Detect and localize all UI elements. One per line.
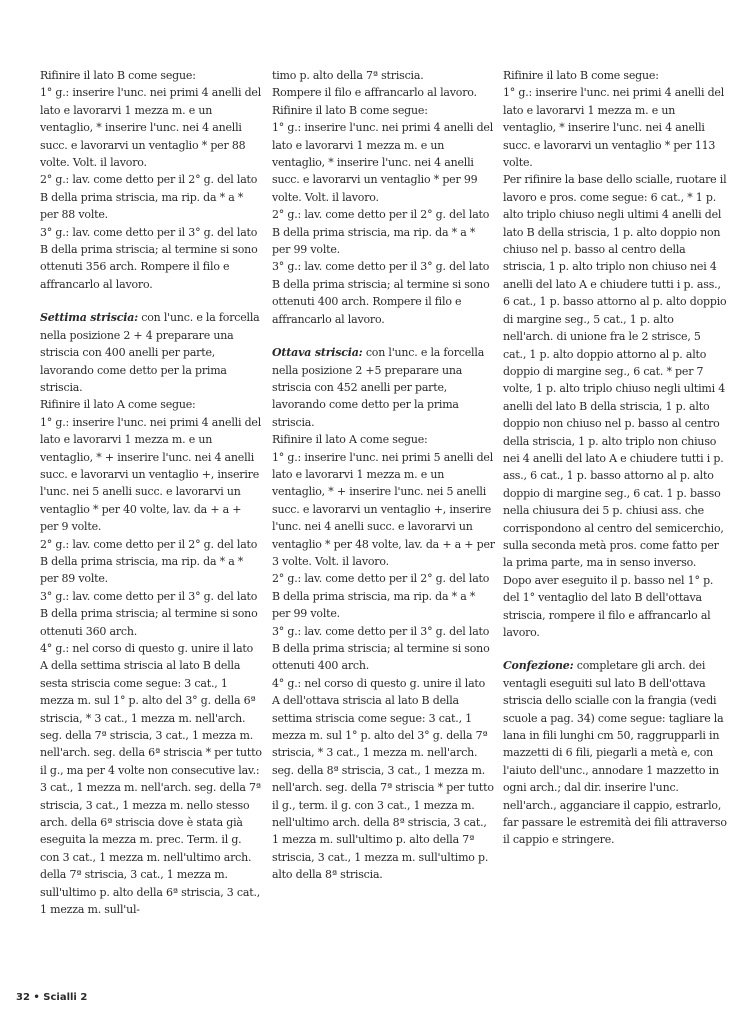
paragraph: 2° g.: lav. come detto per il 2° g. del lato B della prima striscia, ma rip. da * a * per 88 volte. bbox=[40, 173, 258, 222]
section-heading-settima: Settima striscia: bbox=[40, 311, 138, 325]
section-intro-text: con l'unc. e la forcella nella posizione 2 +5 preparare una striscia con 452 anelli per parte, lavorando come detto per la prima striscia. bbox=[272, 346, 485, 429]
section-intro-text: con l'unc. e la forcella nella posizione 2 + 4 preparare una striscia con 400 anelli per parte, lavorando come detto per la prima striscia. bbox=[40, 311, 260, 394]
paragraph: Rifinire il lato B come segue: bbox=[272, 103, 428, 117]
paragraph: 2° g.: lav. come detto per il 2° g. del lato B della prima striscia, ma rip. da * a * per 99 volte. bbox=[272, 572, 490, 621]
paragraph: 3° g.: lav. come detto per il 3° g. del lato B della prima striscia; al termine si sono ottenuti 360 arch. bbox=[40, 589, 258, 638]
paragraph: 2° g.: lav. come detto per il 2° g. del lato B della prima striscia, ma rip. da * a * per 99 volte. bbox=[272, 208, 490, 257]
page-footer: 32 • Scialli 2 bbox=[16, 992, 88, 1003]
section-gap bbox=[503, 641, 727, 657]
paragraph: 4° g.: nel corso di questo g. unire il lato A della settima striscia al lato B della sesta striscia come segue: 3 cat., 1 mezza m. sul 1° p. alto del 3° g. della 6ª striscia, * 3 cat., 1 mezza m. nell'arch. seg. della 7ª striscia, 3 cat., 1 mezza m. nell'arch. seg. della 6ª striscia * per tutto il g., ma per 4 volte non consecutive lav.: 3 cat., 1 mezza m. nell'arch. seg. della 7ª striscia, 3 cat., 1 mezza m. nello stesso arch. della 6ª striscia dove è stata già eseguita la mezza m. prec. Term. il g. con 3 cat., 1 mezza m. nell'ultimo arch. della 7ª striscia, 3 cat., 1 mezza m. sull'ultimo p. alto della 6ª striscia, 3 cat., 1 mezza m. sull'ul- bbox=[40, 642, 262, 917]
section-ottava-intro bbox=[272, 344, 495, 431]
paragraph: Rifinire il lato A come segue: bbox=[272, 433, 428, 447]
paragraph: 1° g.: inserire l'unc. nei primi 4 anelli del lato e lavorarvi 1 mezza m. e un ventaglio, * inserire l'unc. nei 4 anelli succ. e lavorarvi un ventaglio * per 113 volte. bbox=[503, 86, 725, 170]
section-heading-ottava: Ottava striscia: bbox=[272, 346, 363, 360]
text-column-2 bbox=[272, 67, 495, 884]
section-settima-intro bbox=[40, 309, 262, 396]
section-gap bbox=[272, 328, 495, 344]
paragraph: 1° g.: inserire l'unc. nei primi 4 anelli del lato e lavorarvi 1 mezza m. e un ventaglio, * + inserire l'unc. nei 4 anelli succ. e lavorarvi un ventaglio +, inserire l'unc. nei 5 anelli succ. e lavorarvi un ventaglio * per 40 volte, lav. da + a + per 9 volte. bbox=[40, 415, 262, 534]
paragraph: 1° g.: inserire l'unc. nei primi 5 anelli del lato e lavorarvi 1 mezza m. e un ventaglio, * + inserire l'unc. nei 5 anelli succ. e lavorarvi un ventaglio +, inserire l'unc. nei 4 anelli succ. e lavorarvi un ventaglio * per 48 volte, lav. da + a + per 3 volte. Volt. il lavoro. bbox=[272, 450, 495, 568]
paragraph: 1° g.: inserire l'unc. nei primi 4 anelli del lato e lavorarvi 1 mezza m. e un ventaglio, * inserire l'unc. nei 4 anelli succ. e lavorarvi un ventaglio * per 99 volte. Volt. il lavoro. bbox=[272, 121, 494, 204]
paragraph: Rompere il filo e affrancarlo al lavoro. bbox=[272, 86, 477, 100]
paragraph: 3° g.: lav. come detto per il 3° g. del lato B della prima striscia; al termine si sono ottenuti 400 arch. Rompere il filo e affrancarlo al lavoro. bbox=[272, 260, 490, 326]
text-column-3 bbox=[503, 67, 727, 849]
paragraph: 4° g.: nel corso di questo g. unire il lato A dell'ottava striscia al lato B della settima striscia come segue: 3 cat., 1 mezza m. sul 1° p. alto del 3° g. della 7ª striscia, * 3 cat., 1 mezza m. nell'arch. seg. della 8ª striscia, 3 cat., 1 mezza m. nell'arch. seg. della 7ª striscia * per tutto il g., term. il g. con 3 cat., 1 mezza m. nell'ultimo arch. della 8ª striscia, 3 cat., 1 mezza m. sull'ultimo p. alto della 7ª striscia, 3 cat., 1 mezza m. sull'ultimo p. alto della 8ª striscia. bbox=[272, 676, 494, 882]
paragraph: Dopo aver eseguito il p. basso nel 1° p. del 1° ventaglio del lato B dell'ottava striscia, rompere il filo e affrancarlo al lavoro. bbox=[503, 573, 714, 639]
paragraph: 1° g.: inserire l'unc. nei primi 4 anelli del lato e lavorarvi 1 mezza m. e un ventaglio, * inserire l'unc. nei 4 anelli succ. e lavorarvi un ventaglio * per 88 volte. Volt. il lavoro. bbox=[40, 86, 262, 170]
section-confezione-text: completare gli arch. dei ventagli eseguiti sul lato B dell'ottava striscia dello scialle con la frangia (vedi scuole a pag. 34) come segue: tagliare la lana in fili lunghi cm 50, raggrupparli in mazzetti di 6 fili, piegarli a metà e, con l'aiuto dell'unc., annodare 1 mazzetto in ogni arch.; dal dir. inserire l'unc. nell'arch., agganciare il cappio, estrarlo, far passare le estremità dei fili attraverso il cappio e stringere. bbox=[503, 659, 727, 847]
paragraph: 2° g.: lav. come detto per il 2° g. del lato B della prima striscia, ma rip. da * a * per 89 volte. bbox=[40, 537, 258, 586]
paragraph: Per rifinire la base dello scialle, ruotare il lavoro e pros. come segue: 6 cat., * 1 p. alto triplo chiuso negli ultimi 4 anelli del lato B della striscia, 1 p. alto doppio non chiuso nel p. basso al centro della striscia, 1 p. alto triplo non chiuso nei 4 anelli del lato A e chiudere tutti i p. ass., 6 cat., 1 p. basso attorno al p. alto doppio di margine seg., 5 cat., 1 p. alto nell'arch. di unione fra le 2 strisce, 5 cat., 1 p. alto doppio attorno al p. alto doppio di margine seg., 6 cat. * per 7 volte, 1 p. alto triplo chiuso negli ultimi 4 anelli del lato B della striscia, 1 p. alto doppio non chiuso nel p. basso al centro della striscia, 1 p. alto triplo non chiuso nei 4 anelli del lato A e chiudere tutti i p. ass., 6 cat., 1 p. basso attorno al p. alto doppio di margine seg., 6 cat. 1 p. basso nella chiusura dei 5 p. chiusi ass. che corrispondono al centro del semicerchio, sulla seconda metà pros. come fatto per la prima parte, ma in senso inverso. bbox=[503, 173, 727, 570]
section-gap bbox=[40, 293, 262, 309]
section-heading-confezione: Confezione: bbox=[503, 659, 574, 673]
text-column-1 bbox=[40, 67, 262, 919]
paragraph: 3° g.: lav. come detto per il 3° g. del lato B della prima striscia; al termine si sono ottenuti 356 arch. Rompere il filo e affrancarlo al lavoro. bbox=[40, 225, 258, 291]
paragraph: timo p. alto della 7ª striscia. bbox=[272, 69, 424, 82]
paragraph: Rifinire il lato B come segue: bbox=[40, 69, 196, 82]
paragraph: Rifinire il lato A come segue: bbox=[40, 398, 196, 412]
paragraph: Rifinire il lato B come segue: bbox=[503, 69, 659, 82]
section-confezione bbox=[503, 657, 727, 848]
paragraph: 3° g.: lav. come detto per il 3° g. del lato B della prima striscia; al termine si sono ottenuti 400 arch. bbox=[272, 624, 490, 673]
